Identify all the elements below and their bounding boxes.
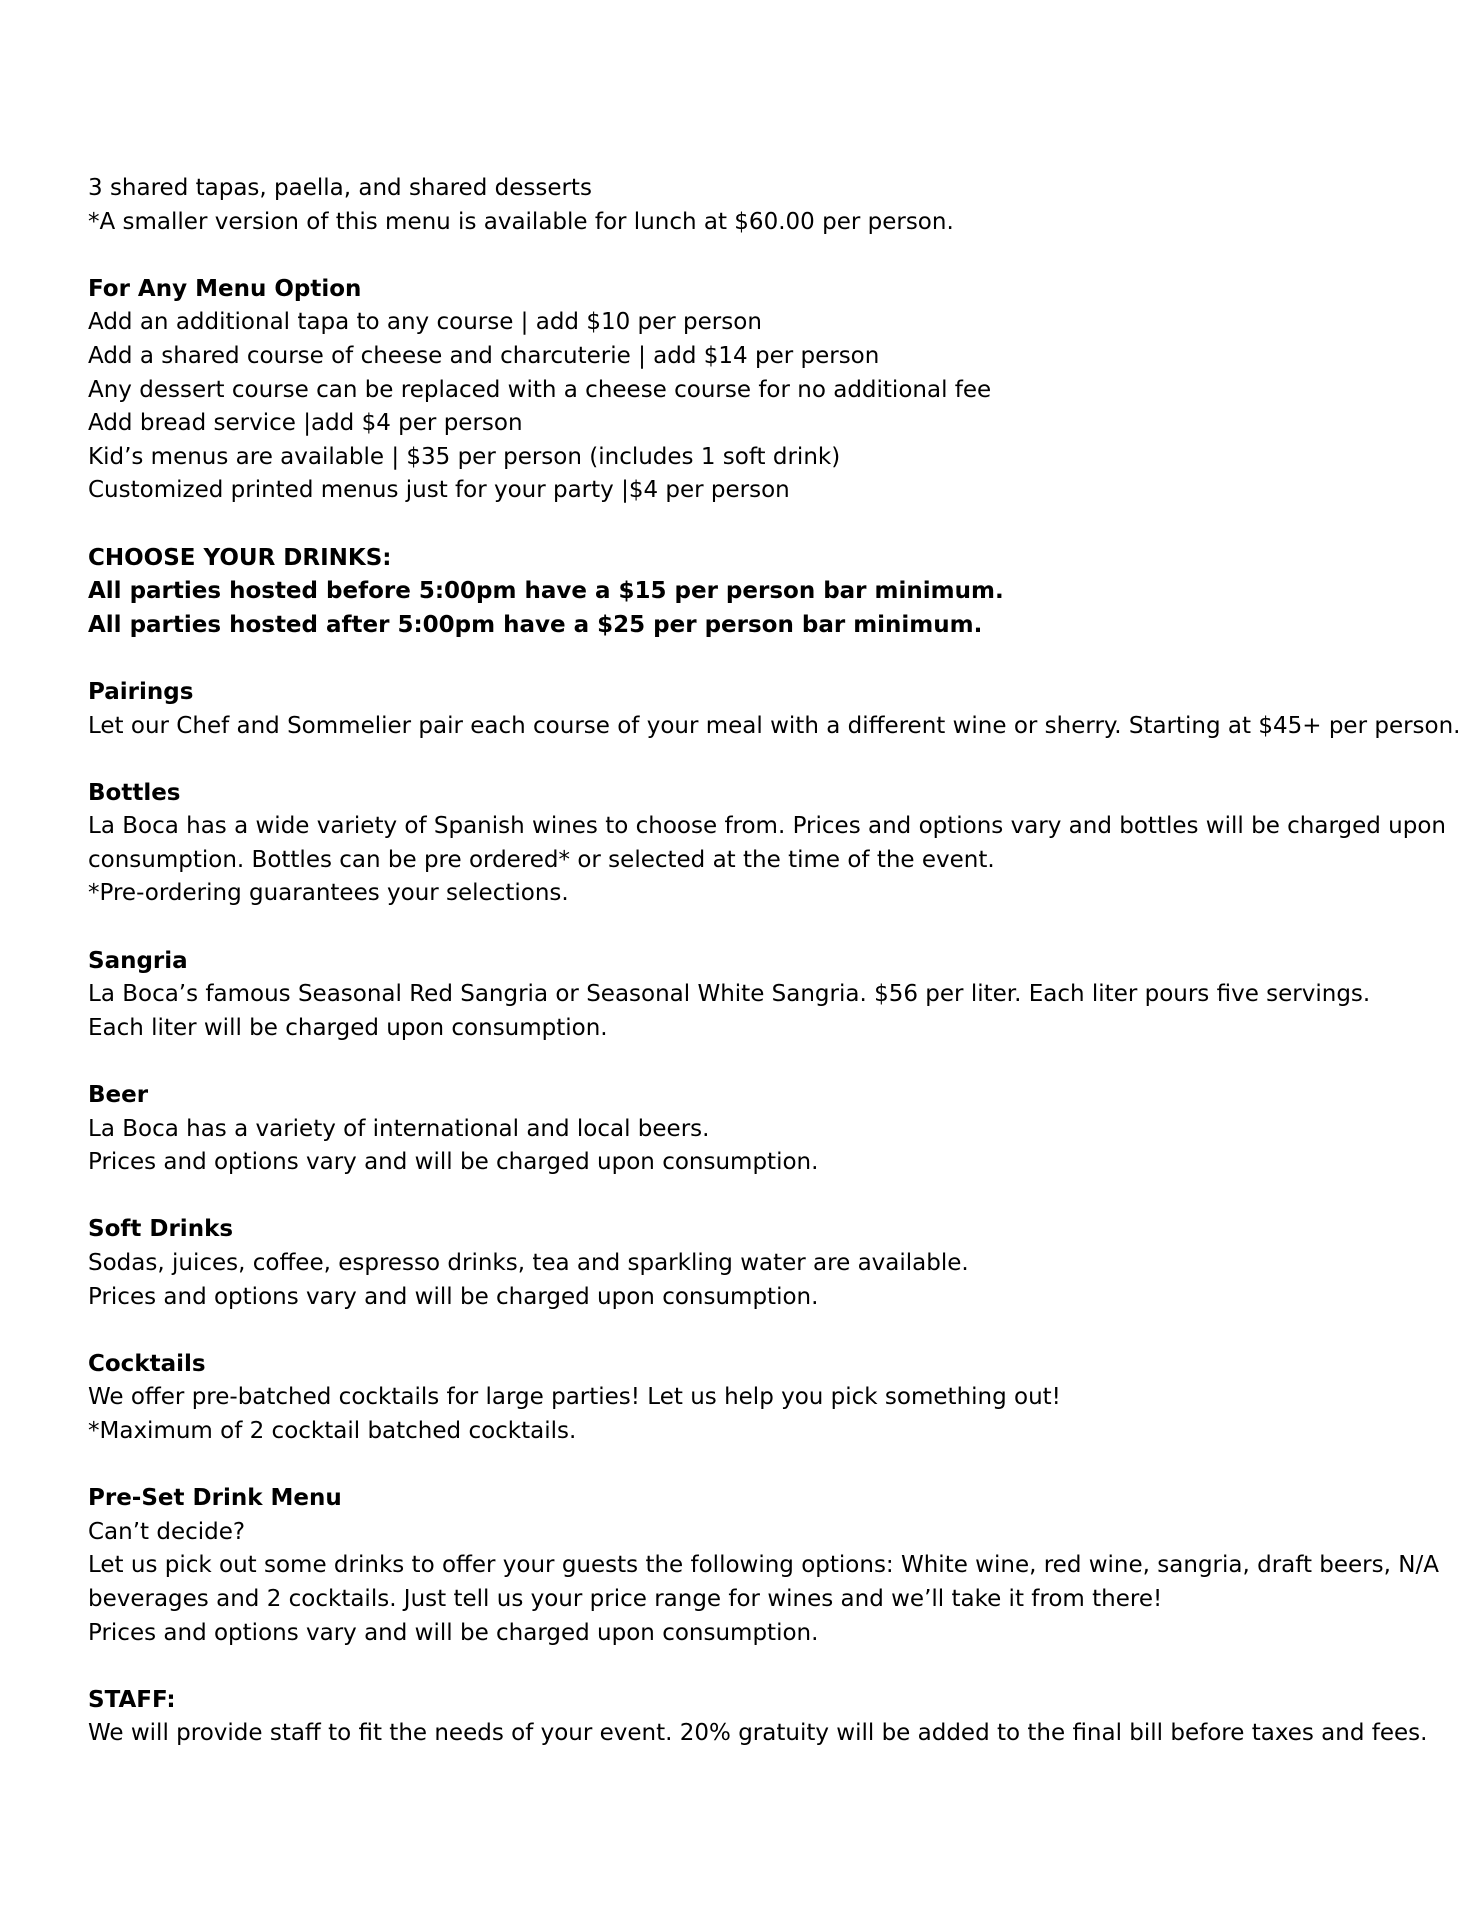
preset-text: Prices and options vary and will be charged upon consumption.: [88, 1619, 819, 1646]
soft-drinks-text: Prices and options vary and will be charged upon consumption.: [88, 1283, 819, 1310]
staff-text: We will provide staff to fit the needs of your event. 20% gratuity will be added to the final bill before taxes and fees.: [88, 1720, 1428, 1747]
intro-line: 3 shared tapas, paella, and shared desserts: [88, 175, 592, 201]
cocktails-heading: Cocktails: [88, 1350, 206, 1377]
spacer: [88, 1449, 1428, 1483]
any-menu-heading: For Any Menu Option: [88, 275, 362, 302]
preset-heading: Pre-Set Drink Menu: [88, 1485, 342, 1512]
pairings-heading: Pairings: [88, 678, 194, 705]
menu-document: [88, 172, 1461, 1751]
preset-text: beverages and 2 cocktails. Just tell us your price range for wines and we’ll take it from there!: [88, 1585, 1163, 1612]
spacer: [88, 743, 1428, 777]
spacer: [88, 1180, 1428, 1214]
spacer: [88, 911, 1428, 945]
soft-drinks-text: Sodas, juices, coffee, espresso drinks, tea and sparkling water are available.: [88, 1250, 969, 1276]
bar-minimum-before: All parties hosted before 5:00pm have a $15 per person bar minimum.: [88, 578, 1004, 605]
bottles-text: La Boca has a wide variety of Spanish wines to choose from. Prices and options vary and bottles will be charged upon: [88, 813, 1447, 840]
soft-drinks-heading: Soft Drinks: [88, 1216, 234, 1243]
bottles-text: consumption. Bottles can be pre ordered* or selected at the time of the event.: [88, 846, 995, 873]
staff-heading: STAFF:: [88, 1686, 176, 1713]
sangria-text: La Boca’s famous Seasonal Red Sangria or Seasonal White Sangria. $56 per liter. Each liter pours five servings.: [88, 981, 1371, 1008]
sangria-text: Each liter will be charged upon consumption.: [88, 1014, 608, 1041]
any-menu-item: Add bread service |add $4 per person: [88, 410, 523, 437]
spacer: [88, 1314, 1428, 1348]
any-menu-item: Kid’s menus are available | $35 per person (includes 1 soft drink): [88, 443, 841, 470]
spacer: [88, 1650, 1428, 1684]
preset-text: Let us pick out some drinks to offer your guests the following options: White wine, red wine, sangria, draft beers, N/A: [88, 1552, 1439, 1579]
lunch-note: *A smaller version of this menu is available for lunch at $60.00 per person.: [88, 208, 954, 235]
bottles-text: *Pre-ordering guarantees your selections.: [88, 880, 569, 907]
spacer: [88, 1045, 1428, 1079]
spacer: [88, 642, 1428, 676]
cocktails-text: We offer pre-batched cocktails for large parties! Let us help you pick something out!: [88, 1384, 1061, 1411]
sangria-heading: Sangria: [88, 947, 188, 974]
any-menu-item: Any dessert course can be replaced with a cheese course for no additional fee: [88, 376, 992, 403]
any-menu-item: Add a shared course of cheese and charcuterie | add $14 per person: [88, 342, 880, 369]
preset-text: Can’t decide?: [88, 1518, 246, 1545]
cocktails-text: *Maximum of 2 cocktail batched cocktails.: [88, 1417, 577, 1444]
spacer: [88, 508, 1428, 542]
any-menu-item: Add an additional tapa to any course | add $10 per person: [88, 309, 762, 336]
pairings-text: Let our Chef and Sommelier pair each course of your meal with a different wine or sherry. Starting at $45+ per person.: [88, 712, 1461, 739]
bottles-heading: Bottles: [88, 779, 181, 806]
any-menu-item: Customized printed menus just for your party |$4 per person: [88, 477, 790, 504]
drinks-heading: CHOOSE YOUR DRINKS:: [88, 544, 392, 571]
bar-minimum-after: All parties hosted after 5:00pm have a $25 per person bar minimum.: [88, 611, 983, 638]
spacer: [88, 239, 1428, 273]
beer-text: La Boca has a variety of international and local beers.: [88, 1115, 710, 1142]
beer-heading: Beer: [88, 1082, 149, 1109]
beer-text: Prices and options vary and will be charged upon consumption.: [88, 1149, 819, 1176]
